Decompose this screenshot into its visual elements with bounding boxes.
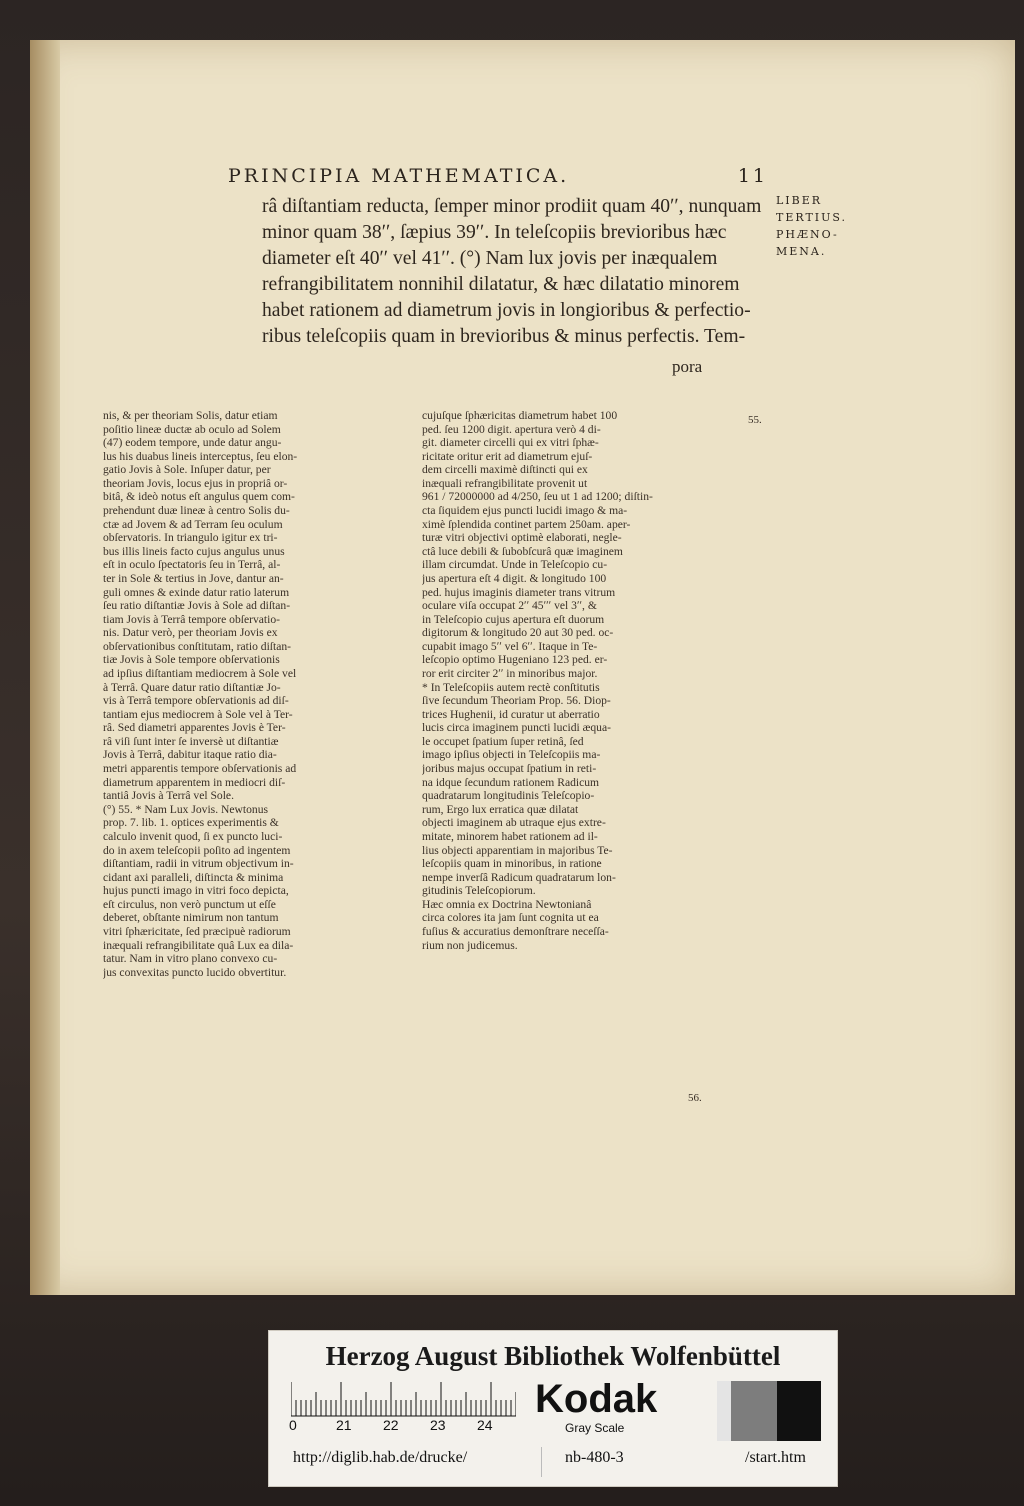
commentary-line: rum, Ergo lux erratica quæ dilatat [422, 802, 579, 816]
kodak-logo: Kodak [535, 1377, 658, 1421]
commentary-line: Jovis à Terrâ, dabitur itaque ratio dia- [103, 748, 277, 762]
commentary-line: tiam Jovis à Terrâ tempore obſervatio- [103, 612, 281, 626]
commentary-line: bitâ, & ideò notus eſt angulus quem com- [103, 490, 295, 504]
gray-swatch-dark [777, 1381, 821, 1441]
commentary-line: ctâ luce debili & ſubobſcurâ quæ imaginem [422, 544, 623, 558]
commentary-line: 961 / 72000000 ad 4/250, ſeu ut 1 ad 1200; diſtin- [422, 490, 653, 504]
commentary-line: poſitio lineæ ductæ ab oculo ad Solem [103, 422, 281, 436]
commentary-line: vitri ſphæricitate, ſed præcipuè radiorum [103, 924, 291, 938]
commentary-line: jus apertura eſt 4 digit. & longitudo 100 [422, 571, 607, 585]
card-footer [269, 1449, 837, 1475]
commentary-line: râ. Sed diametri apparentes Jovis è Ter- [103, 721, 286, 735]
commentary-line: tatur. Nam in vitro plano convexo cu- [103, 952, 278, 966]
margin-note-line: TERTIUS. [776, 211, 848, 224]
commentary-line: gatio Jovis à Sole. Inſuper datur, per [103, 463, 271, 477]
library-target-card [268, 1330, 838, 1487]
commentary-line: Hæc omnia ex Doctrina Newtonianâ [422, 897, 592, 911]
commentary-line: * In Teleſcopiis autem rectè conſtitutis [422, 680, 600, 694]
commentary-line: tantiam ejus mediocrem à Sole vel à Ter- [103, 707, 293, 721]
commentary-line: (°) 55. * Nam Lux Jovis. Newtonus [103, 802, 269, 816]
commentary-line: hujus puncti imago in vitri foco depicta, [103, 884, 289, 898]
commentary-line: lucis circa imaginem puncti lucidi æqua- [422, 721, 611, 735]
commentary-line: trices Hughenii, id curatur ut aberratio [422, 707, 600, 721]
margin-note-line: LIBER [776, 194, 823, 207]
ruler-number: 21 [336, 1417, 352, 1433]
commentary-line: cupabit imago 5ʹʹ vel 6ʹʹ. Itaque in Te- [422, 639, 598, 653]
gray-swatch-mid [731, 1381, 777, 1441]
ruler-number: 0 [289, 1417, 297, 1433]
commentary-line: quadratarum longitudinis Teleſcopio- [422, 789, 595, 803]
margin-note-line: PHÆNO- [776, 228, 839, 241]
commentary-left-column [103, 409, 403, 979]
commentary-line: inæquali refrangibilitate quâ Lux ea dila- [103, 938, 294, 952]
commentary-line: eſt in oculo ſpectatoris ſeu in Terrâ, al- [103, 558, 281, 572]
commentary-line: leſcopiis quam in minoribus, in ratione [422, 857, 602, 871]
commentary-line: nis. Datur verò, per theoriam Jovis ex [103, 626, 278, 640]
commentary-line: nis, & per theoriam Solis, datur etiam [103, 409, 278, 422]
commentary-line: objecti imaginem ab utraque ejus extre- [422, 816, 606, 830]
ruler-scale [291, 1381, 516, 1417]
commentary-line: ad ipſius diſtantiam mediocrem à Sole vel [103, 666, 297, 680]
commentary-line: joribus majus occupat ſpatium in reti- [422, 762, 597, 776]
main-text-line: habet rationem ad diametrum jovis in longioribus & perfectio- [262, 300, 751, 321]
commentary-line: oculare viſa occupat 2ʹʹ 45ʹʹʹ vel 3ʹʹ, & [422, 599, 597, 613]
library-name: Herzog August Bibliothek Wolfenbüttel [325, 1341, 781, 1371]
commentary-line: theoriam Jovis, locus ejus in propriâ or- [103, 476, 288, 490]
commentary-line: jus convexitas puncto lucido obvertitur. [103, 965, 287, 979]
margin-note [776, 192, 848, 260]
ruler-number: 22 [383, 1417, 399, 1433]
ruler-number: 23 [430, 1417, 446, 1433]
commentary-line: bus illis lineis facto cujus angulus unus [103, 544, 285, 558]
commentary-line: ter in Sole & tertius in Jove, dantur an- [103, 571, 284, 585]
commentary-line: metri apparentis tempore obſervationis ad [103, 762, 297, 776]
commentary-line: cujuſque ſphæricitas diametrum habet 100 [422, 409, 618, 422]
commentary-line: ſeu ratio diſtantiæ Jovis à Sole ad diſtan- [103, 599, 291, 613]
commentary-line: ped. hujus imaginis diameter trans vitrum [422, 585, 616, 599]
commentary-line: ped. ſeu 1200 digit. apertura verò 4 di- [422, 422, 601, 436]
running-header [228, 165, 768, 187]
commentary-line: in Teleſcopio cujus apertura eſt duorum [422, 612, 605, 626]
commentary-line: git. diameter circelli qui ex vitri ſphæ- [422, 436, 599, 450]
main-text-line: minor quam 38ʹʹ, ſæpius 39ʹʹ. In teleſcopiis brevioribus hæc [262, 222, 727, 243]
commentary-line: circa colores ita jam ſunt cognita ut ea [422, 911, 599, 925]
commentary-line: ximè ſplendida continet partem 250am. aper- [422, 517, 631, 531]
commentary-line: nempe inverſâ Radicum quadratarum lon- [422, 870, 616, 884]
main-text-line: refrangibilitatem nonnihil dilatatur, & hæc dilatatio minorem [262, 274, 740, 295]
main-text [262, 194, 762, 350]
commentary-line: le occupet ſpatium ſuper retinâ, ſed [422, 734, 584, 748]
commentary-line: calculo invenit quod, ſi ex puncto luci- [103, 829, 283, 843]
page-number: 11 [737, 165, 768, 187]
commentary-line: turæ vitri objectivi optimè elaborati, negle- [422, 531, 622, 545]
commentary-line: deberet, obſtante nimirum non tantum [103, 911, 279, 925]
commentary-line: prehendunt duæ lineæ à centro Solis du- [103, 504, 290, 518]
side-number: 55. [748, 414, 762, 426]
commentary-line: rium non judicemus. [422, 938, 518, 952]
catchword-bottom: 56. [688, 1092, 702, 1104]
commentary-line: ſive ſecundum Theoriam Prop. 56. Diop- [422, 694, 611, 708]
page-gutter-shadow [30, 40, 60, 1295]
commentary-line: na idque ſecundum rationem Radicum [422, 775, 600, 789]
commentary-line: gitudinis Teleſcopiorum. [422, 884, 536, 898]
gray-scale-label: Gray Scale [565, 1421, 625, 1435]
commentary-line: guli omnes & exinde datur ratio laterum [103, 585, 290, 599]
commentary-line: lus his duabus lineis interceptus, ſeu elon- [103, 449, 298, 463]
library-url: http://diglib.hab.de/drucke/ [293, 1449, 468, 1466]
catchword-top: pora [672, 357, 703, 376]
commentary-line: prop. 7. lib. 1. optices experimentis & [103, 816, 279, 830]
commentary-line: dem circelli maximè diſtincti qui ex [422, 463, 588, 477]
main-text-line: râ diſtantiam reducta, ſemper minor prodiit quam 40ʹʹ, nunquam [262, 196, 762, 217]
commentary-line: (47) eodem tempore, unde datur angu- [103, 436, 282, 450]
commentary-line: obſervationibus conſtitutam, ratio diſtan- [103, 639, 292, 653]
commentary-line: ctæ ad Jovem & ad Terram ſeu oculum [103, 517, 283, 531]
main-text-line: diameter eſt 40ʹʹ vel 41ʹʹ. (°) Nam lux jovis per inæqualem [262, 248, 718, 269]
commentary-line: leſcopio optimo Hugeniano 123 ped. er- [422, 653, 608, 667]
running-title: PRINCIPIA MATHEMATICA. [228, 165, 570, 187]
commentary-line: eſt circulus, non verò punctum ut eſſe [103, 897, 276, 911]
commentary-line: digitorum & longitudo 20 aut 30 ped. oc- [422, 626, 614, 640]
commentary-line: tantiâ Jovis à Terrâ vel Sole. [103, 789, 234, 803]
commentary-line: fuſius & accuratius demonſtrare neceſſa- [422, 924, 609, 938]
shelfmark: nb-480-3 [565, 1449, 624, 1466]
commentary-line: illam circumdat. Unde in Teleſcopio cu- [422, 558, 608, 572]
commentary-line: cidant axi paralleli, diſtincta & minima [103, 870, 284, 884]
commentary-line: imago ipſius objecti in Teleſcopiis ma- [422, 748, 601, 762]
commentary-line: obſervatoris. In triangulo igitur ex tri- [103, 531, 278, 545]
ruler-numbers [289, 1417, 519, 1435]
commentary-line: diſtantiam, radii in vitrum objectivum in- [103, 857, 294, 871]
commentary-line: lius objecti apparentiam in majoribus Te- [422, 843, 613, 857]
commentary-right-column [422, 409, 730, 952]
commentary-line: cta ſiquidem ejus puncti lucidi imago & ma- [422, 504, 628, 518]
commentary-line: ricitate oritur erit ad diametrum ejuſ- [422, 449, 593, 463]
commentary-line: vis à Terrâ tempore obſervationis ad diſ- [103, 694, 289, 708]
commentary-line: diametrum apparentem in mediocri diſ- [103, 775, 286, 789]
commentary-line: à Terrâ. Quare datur ratio diſtantiæ Jo- [103, 680, 281, 694]
main-text-line: ribus teleſcopiis quam in brevioribus & minus perfectis. Tem- [262, 326, 746, 347]
gray-swatch-light [717, 1381, 731, 1441]
commentary-line: ror erit circiter 2ʹʹ in minoribus major. [422, 666, 598, 680]
commentary-line: do in axem teleſcopii poſito ad ingentem [103, 843, 291, 857]
commentary-line: tiæ Jovis à Sole tempore obſervationis [103, 653, 280, 667]
commentary-line: inæquali refrangibilitate provenit ut [422, 476, 588, 490]
commentary-line: râ viſi ſunt inter ſe inversè ut diſtantiæ [103, 734, 279, 748]
start-link: /start.htm [745, 1449, 806, 1466]
commentary-line: mitate, minorem habet rationem ad il- [422, 829, 598, 843]
ruler-number: 24 [477, 1417, 493, 1433]
margin-note-line: MENA. [776, 245, 827, 258]
